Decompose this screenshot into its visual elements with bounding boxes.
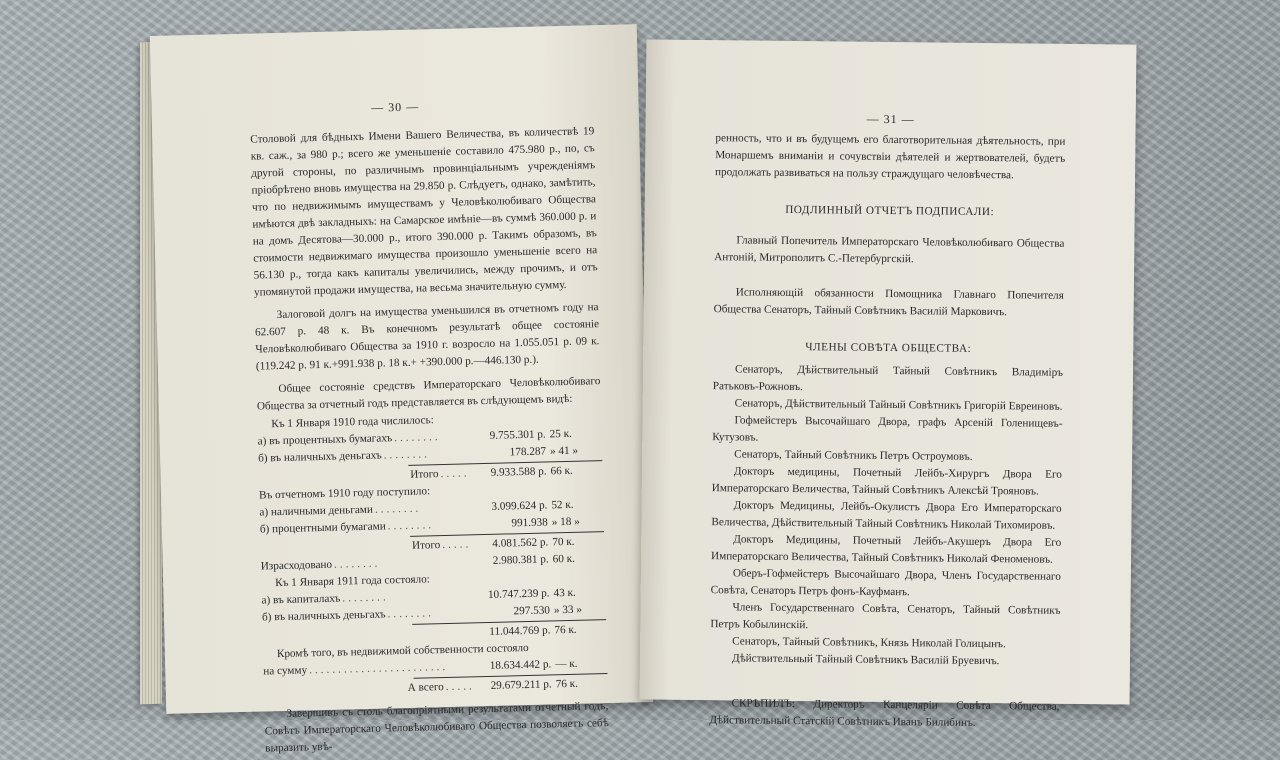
list-item: Оберъ-Гофмейстеръ Высочайшаго Двора, Членъ Государственнаго Совѣта, Сенаторъ Петръ фонъ-Кауфманъ. [710, 567, 1061, 599]
table-row: 11.044.769 р. 76 к. [489, 623, 577, 638]
financial-table [257, 408, 608, 700]
list-item: Докторъ Медицины, Почетный Лейбъ-Акушеръ Двора Его Императорскаго Величества, Тайный Совѣтникъ Николай Феноменовъ. [710, 533, 1062, 566]
list-item: Сенаторъ, Тайный Совѣтникъ Петръ Остроумовъ. [734, 448, 973, 463]
right-page-body [709, 130, 1065, 733]
left-page-body [250, 123, 609, 757]
table-row: на сумму ........................ 18.634.442 р. — к. [263, 657, 578, 678]
table-row: Израсходовано ........ 2.980.381 р. 60 к. [260, 552, 576, 573]
countersigned-by: СКРѢПИЛЪ: Директоръ Канцеляріи Совѣта Общества, Дѣйствительный Статскій Совѣтникъ Иванъ Билибинъ. [709, 697, 1060, 729]
table-row: А всего ..... 29.679.211 р. 76 к. [407, 677, 579, 694]
table-row: б) въ наличныхъ деньгахъ ........ 297.530 » 33 » [261, 603, 583, 624]
signature-chief-trustee: Главный Попечитель Императорскаго Человѣколюбиваго Общества Антоній, Митрополитъ С.-Петербургскій. [714, 234, 1065, 266]
table-row: б) въ наличныхъ деньгахъ ........ 178.287 » 41 » [257, 444, 579, 465]
table-row: Итого ..... 9.933.588 р. 66 к. [410, 464, 573, 481]
signatories-heading: ПОДЛИННЫЙ ОТЧЕТЪ ПОДПИСАЛИ: [785, 203, 995, 219]
table-row: а) въ процентныхъ бумагахъ ........ 9.755.301 р. 25 к. [257, 427, 573, 448]
left-para-3: Общее состояніе средствъ Императорскаго Человѣколюбиваго Общества за отчетный годъ представляется въ слѣдующемъ видѣ: [256, 375, 601, 413]
left-para-4: Завершивъ съ столь благопріятными результатами отчетный годъ, Совѣтъ Императорскаго Человѣколюбиваго Общества позволяетъ себѣ выразить увѣ- [264, 700, 609, 755]
list-item: Сенаторъ, Дѣйствительный Тайный Совѣтникъ Владиміръ Ратьковъ-Рожновъ. [712, 363, 1064, 394]
right-para-1: ренность, что и въ будущемъ его благотворительная дѣятельность, при Монаршемъ вниманіи и сочувствіи дѣятелей и жертвователей, будетъ продолжать развиваться на пользу страждущаго человѣчества. [715, 132, 1066, 182]
right-page-number: — 31 — [866, 111, 915, 127]
council-members-heading: ЧЛЕНЫ СОВѢТА ОБЩЕСТВА: [805, 341, 972, 355]
table-row: а) наличными деньгами ........ 3.099.624 р. 52 к. [259, 498, 574, 519]
list-item: Сенаторъ, Дѣйствительный Тайный Совѣтникъ Григорій Евреиновъ. [734, 397, 1063, 413]
left-para-2: Залоговой долгъ на имущества уменьшился въ отчетномъ году на 62.607 р. 48 к. Въ конечномъ результатѣ общее состояніе Человѣколюбиваго Общества за 1910 г. возросло на 1.055.051 р. 09 к. (119.242 р. 91 к.+991.938 р. 18 к.+ +390.000 р.—446.130 р.). [254, 301, 600, 373]
left-para-1: Столовой для бѣдныхъ Имени Вашего Величества, въ количествѣ 19 кв. саж., за 980 р.; всего же уменьшеніе составило 475.980 р., по, съ другой стороны, по различнымъ провинціальнымъ учрежденіямъ пріобрѣтено вновь имущества на 29.850 р. Слѣдуетъ, однако, замѣтить, что по недвижимымъ имуществамъ у Человѣколюбиваго Общества имѣются двѣ закладныхъ: на Самарское имѣніе—въ суммѣ 360.000 р. и на домъ Десятова—30.000 р., итого 390.000 р. Такимъ образомъ, въ стоимости недвижимаго имущества произошло уменьшеніе всего на 56.130 р., тогда какъ капиталы увеличились, между прочимъ, и отъ упомянутой продажи имущества, на весьма значительную сумму. [250, 125, 598, 299]
list-item: Докторъ медицины, Почетный Лейбъ-Хирургъ Двора Его Императорскаго Величества, Тайный Совѣтникъ Алексѣй Трояновъ. [711, 465, 1062, 498]
table-row: б) процентными бумагами ........ 991.938 » 18 » [259, 515, 580, 536]
right-page [640, 39, 1137, 729]
left-page [150, 24, 653, 755]
table-row: Къ 1 Января 1910 года числилось: [271, 414, 434, 431]
council-members-list [710, 361, 1063, 671]
list-item: Сенаторъ, Тайный Совѣтникъ, Князь Николай Голицынъ. [732, 635, 1006, 651]
signature-assistant: Исполняющій обязанности Помощника Главнаго Попечителя Общества Сенаторъ, Тайный Совѣтникъ Василій Марковичъ. [713, 286, 1064, 319]
table-row: Кромѣ того, въ недвижимой собственности состояло [276, 641, 529, 661]
table-row: Итого ..... 4.081.562 р. 70 к. [411, 535, 575, 552]
table-row: а) въ капиталахъ ........ 10.747.239 р. 43 к. [261, 586, 576, 607]
table-row: Въ отчетномъ 1910 году поступило: [258, 485, 431, 502]
table-row: Къ 1 Января 1911 года состояло: [275, 573, 430, 590]
list-item: Докторъ Медицины, Лейбъ-Окулистъ Двора Его Императорскаго Величества, Дѣйствительный Тайный Совѣтникъ Николай Тихомировъ. [711, 499, 1062, 532]
left-page-number: — 30 — [370, 99, 420, 115]
list-item: Гофмейстеръ Высочайшаго Двора, графъ Арсеній Голенищевъ-Кутузовъ. [712, 414, 1063, 444]
list-item: Дѣйствительный Тайный Совѣтникъ Василій Бруевичъ. [731, 652, 1000, 668]
list-item: Членъ Государственнаго Совѣта, Сенаторъ, Тайный Совѣтникъ Петръ Кобылинскій. [710, 601, 1061, 632]
